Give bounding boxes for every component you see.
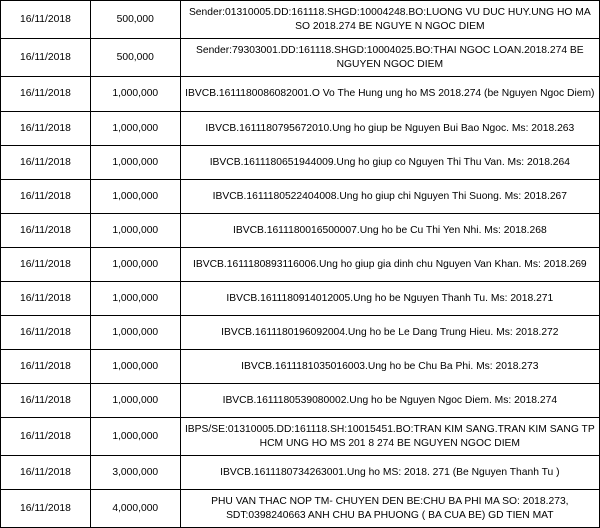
table-row xyxy=(1,418,600,456)
amount-cell: 1,000,000 xyxy=(90,214,180,248)
amount-cell: 500,000 xyxy=(90,39,180,77)
table-row xyxy=(1,112,600,146)
description-cell: IBVCB.1611180086082001.O Vo The Hung ung ho MS 2018.274 (be Nguyen Ngoc Diem) xyxy=(180,77,599,112)
table-row xyxy=(1,77,600,112)
date-cell: 16/11/2018 xyxy=(1,112,91,146)
amount-cell: 1,000,000 xyxy=(90,146,180,180)
description-cell: PHU VAN THAC NOP TM- CHUYEN DEN BE:CHU BA PHI MA SO: 2018.273, SDT:0398240663 ANH CHU BA PHUONG ( BA CUA BE) GD TIEN MAT xyxy=(180,490,599,528)
table-row xyxy=(1,490,600,528)
date-cell: 16/11/2018 xyxy=(1,77,91,112)
date-cell: 16/11/2018 xyxy=(1,316,91,350)
table-row xyxy=(1,456,600,490)
description-cell: IBVCB.1611180734263001.Ung ho MS: 2018. 271 (Be Nguyen Thanh Tu ) xyxy=(180,456,599,490)
description-cell: IBVCB.1611180914012005.Ung ho be Nguyen Thanh Tu. Ms: 2018.271 xyxy=(180,282,599,316)
table-row xyxy=(1,350,600,384)
description-cell: Sender:01310005.DD:161118.SHGD:10004248.BO:LUONG VU DUC HUY.UNG HO MA SO 2018.274 BE NGUYE N NGOC DIEM xyxy=(180,1,599,39)
description-cell: IBVCB.1611181035016003.Ung ho be Chu Ba Phi. Ms: 2018.273 xyxy=(180,350,599,384)
amount-cell: 3,000,000 xyxy=(90,456,180,490)
date-cell: 16/11/2018 xyxy=(1,146,91,180)
amount-cell: 1,000,000 xyxy=(90,180,180,214)
amount-cell: 1,000,000 xyxy=(90,112,180,146)
table-row xyxy=(1,248,600,282)
date-cell: 16/11/2018 xyxy=(1,214,91,248)
description-cell: IBVCB.1611180893116006.Ung ho giup gia dinh chu Nguyen Van Khan. Ms: 2018.269 xyxy=(180,248,599,282)
date-cell: 16/11/2018 xyxy=(1,490,91,528)
amount-cell: 1,000,000 xyxy=(90,77,180,112)
description-cell: IBVCB.1611180651944009.Ung ho giup co Nguyen Thi Thu Van. Ms: 2018.264 xyxy=(180,146,599,180)
table-row xyxy=(1,1,600,39)
description-cell: Sender:79303001.DD:161118.SHGD:10004025.BO:THAI NGOC LOAN.2018.274 BE NGUYEN NGOC DIEM xyxy=(180,39,599,77)
date-cell: 16/11/2018 xyxy=(1,180,91,214)
table-row xyxy=(1,180,600,214)
table-row xyxy=(1,146,600,180)
description-cell: IBVCB.1611180522404008.Ung ho giup chi Nguyen Thi Suong. Ms: 2018.267 xyxy=(180,180,599,214)
table-row xyxy=(1,282,600,316)
date-cell: 16/11/2018 xyxy=(1,456,91,490)
date-cell: 16/11/2018 xyxy=(1,248,91,282)
amount-cell: 1,000,000 xyxy=(90,350,180,384)
date-cell: 16/11/2018 xyxy=(1,384,91,418)
table-row xyxy=(1,316,600,350)
description-cell: IBVCB.1611180539080002.Ung ho be Nguyen Ngoc Diem. Ms: 2018.274 xyxy=(180,384,599,418)
date-cell: 16/11/2018 xyxy=(1,282,91,316)
amount-cell: 1,000,000 xyxy=(90,248,180,282)
date-cell: 16/11/2018 xyxy=(1,350,91,384)
transactions-table-body xyxy=(1,1,600,528)
amount-cell: 1,000,000 xyxy=(90,316,180,350)
amount-cell: 4,000,000 xyxy=(90,490,180,528)
table-row xyxy=(1,39,600,77)
description-cell: IBVCB.1611180795672010.Ung ho giup be Nguyen Bui Bao Ngoc. Ms: 2018.263 xyxy=(180,112,599,146)
date-cell: 16/11/2018 xyxy=(1,418,91,456)
description-cell: IBVCB.1611180196092004.Ung ho be Le Dang Trung Hieu. Ms: 2018.272 xyxy=(180,316,599,350)
description-cell: IBVCB.1611180016500007.Ung ho be Cu Thi Yen Nhi. Ms: 2018.268 xyxy=(180,214,599,248)
table-row xyxy=(1,384,600,418)
amount-cell: 1,000,000 xyxy=(90,384,180,418)
amount-cell: 500,000 xyxy=(90,1,180,39)
date-cell: 16/11/2018 xyxy=(1,39,91,77)
table-row xyxy=(1,214,600,248)
description-cell: IBPS/SE:01310005.DD:161118.SH:10015451.BO:TRAN KIM SANG.TRAN KIM SANG TP HCM UNG HO MS 201 8 274 BE NGUYEN NGOC DIEM xyxy=(180,418,599,456)
amount-cell: 1,000,000 xyxy=(90,418,180,456)
amount-cell: 1,000,000 xyxy=(90,282,180,316)
date-cell: 16/11/2018 xyxy=(1,1,91,39)
